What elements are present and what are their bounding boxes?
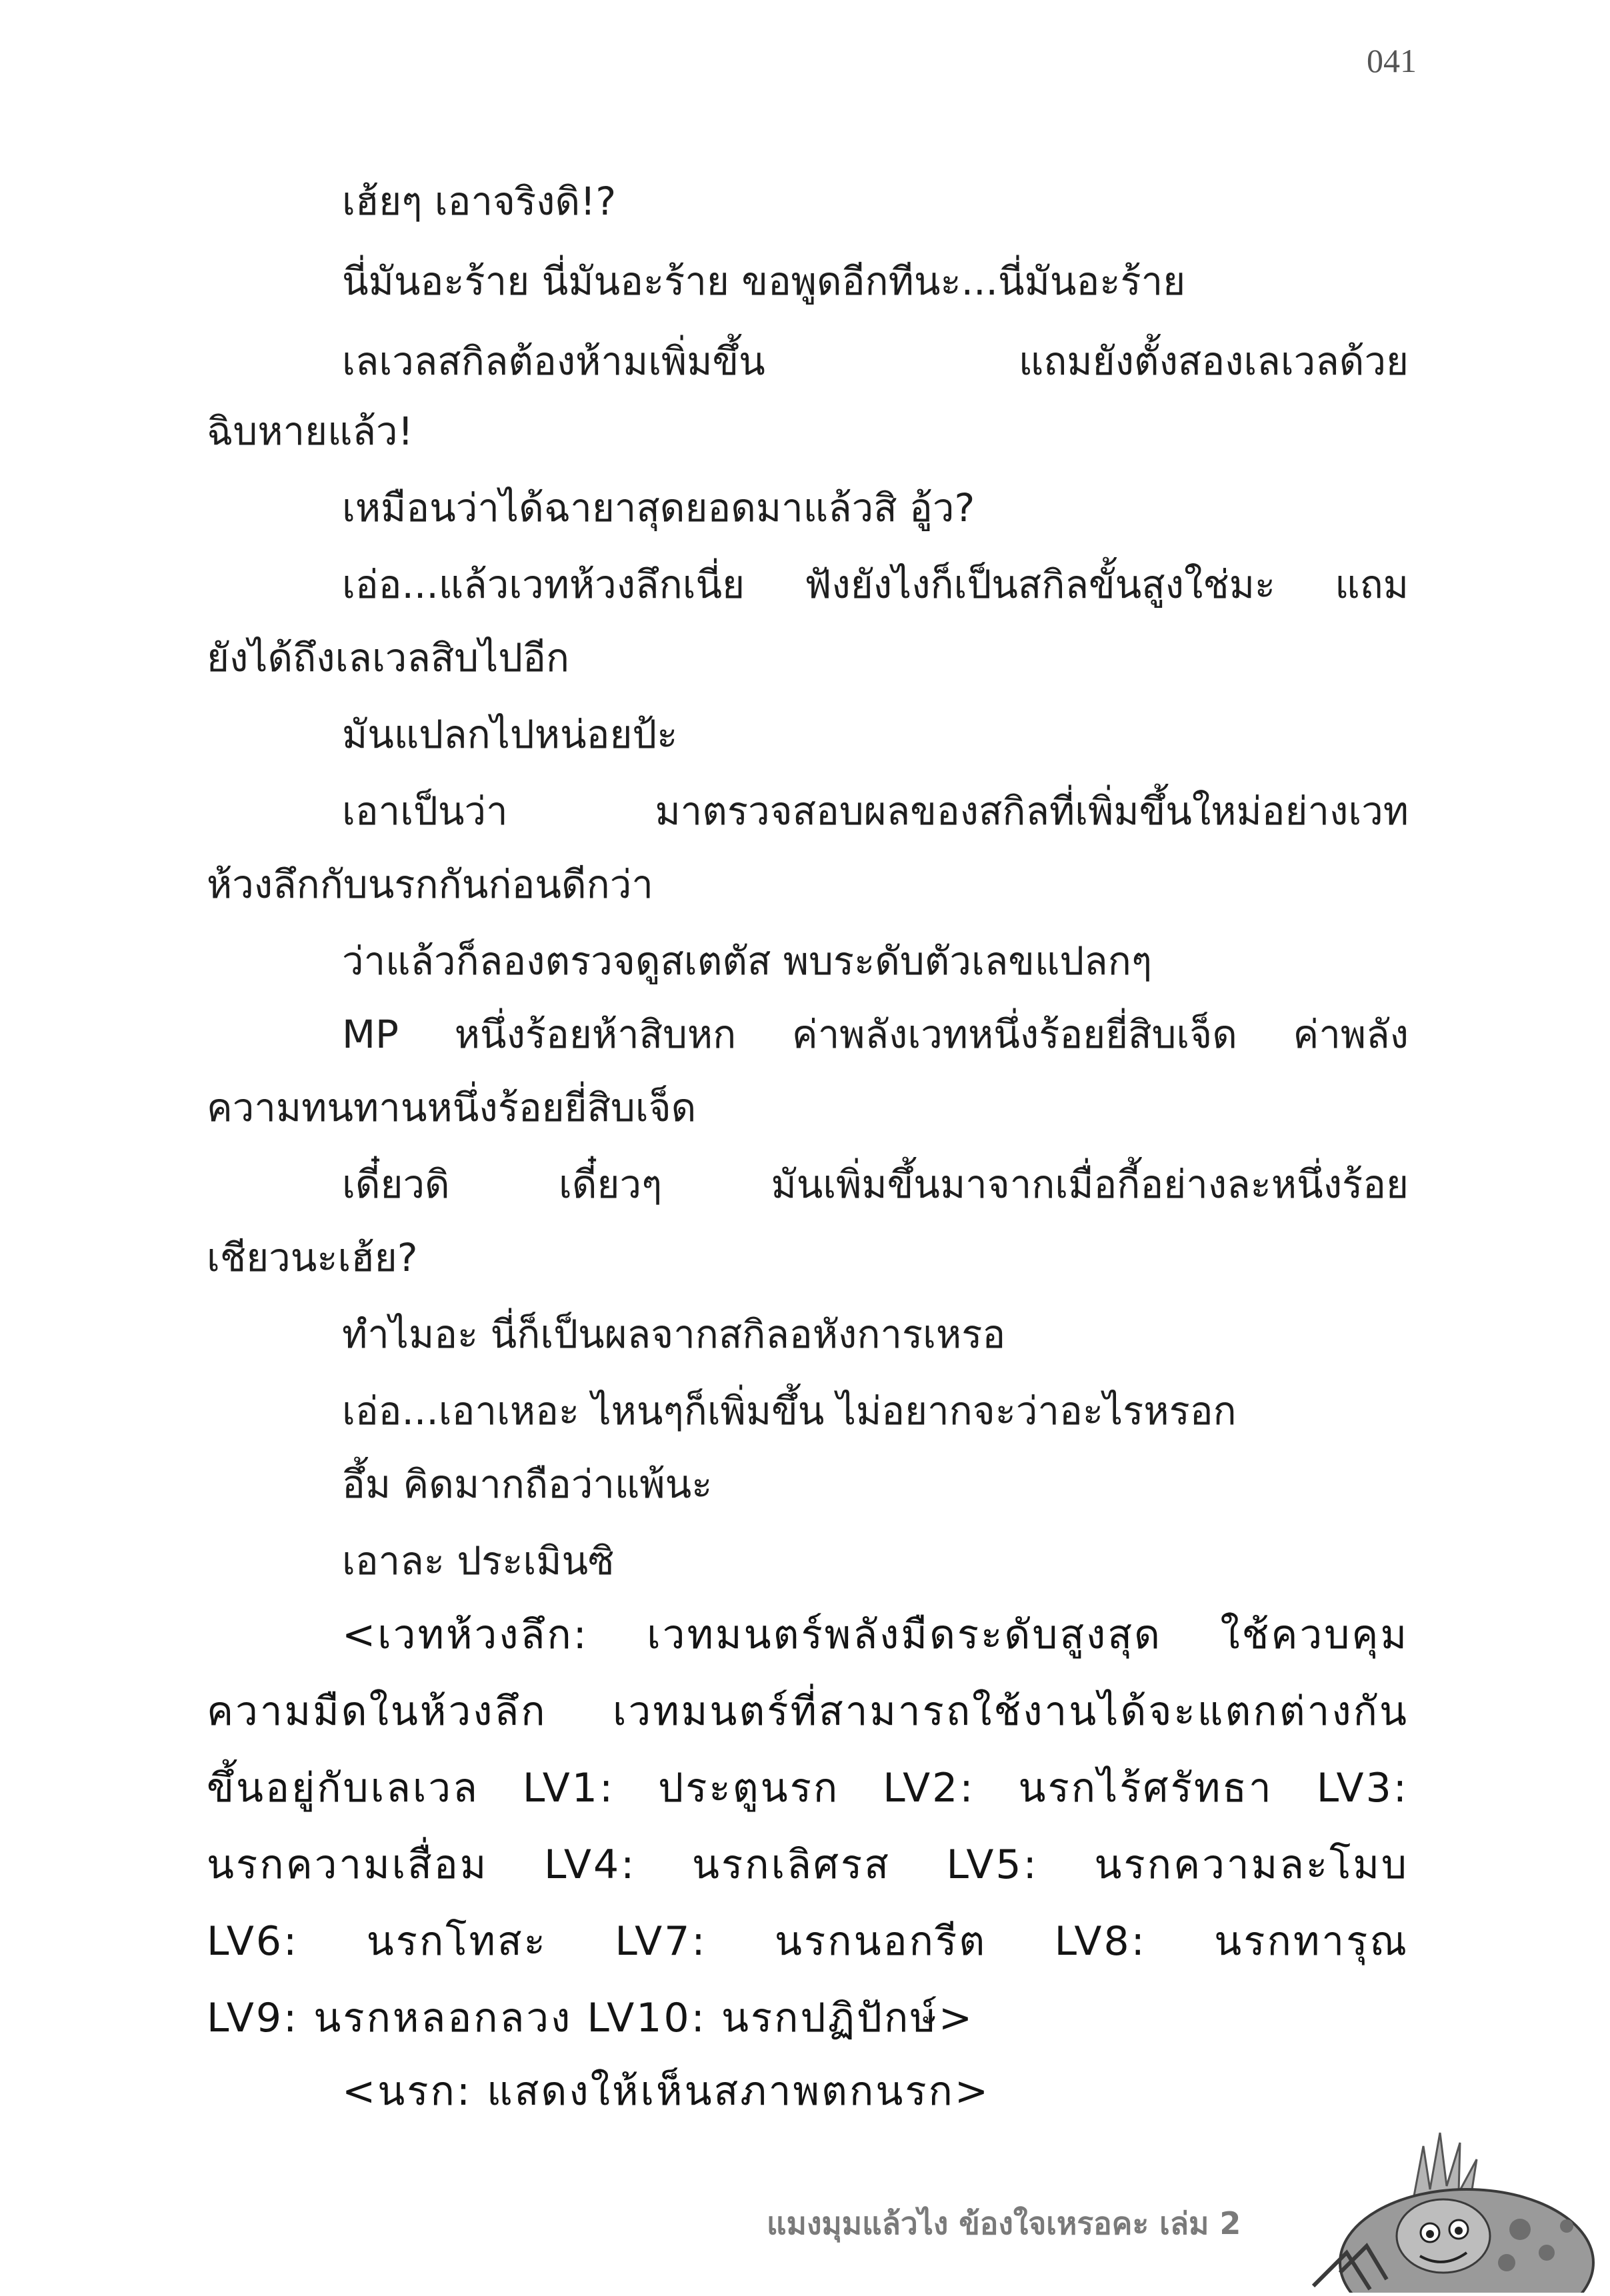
system-message-line: ขึ้นอยู่กับเลเวล LV1: ประตูนรก LV2: นรกไร้ศรัทธา LV3: — [207, 1765, 1409, 1811]
text-line: เอาเป็นว่า มาตรวจสอบผลของสกิลที่เพิ่มขึ้นใหม่อย่างเวท — [342, 788, 1409, 834]
text-line: มันแปลกไปหน่อยป้ะ — [342, 712, 678, 757]
text-line: เชียวนะเฮ้ย? — [207, 1235, 418, 1280]
text-line: MP หนึ่งร้อยห้าสิบหก ค่าพลังเวทหนึ่งร้อยยี่สิบเจ็ด ค่าพลัง — [342, 1012, 1409, 1057]
text-line: ว่าแล้วก็ลองตรวจดูสเตตัส พบระดับตัวเลขแปลกๆ — [342, 938, 1152, 984]
text-line: เดี๋ยวดิ เดี๋ยวๆ มันเพิ่มขึ้นมาจากเมื่อกี้อย่างละหนึ่งร้อย — [342, 1162, 1409, 1207]
text-line: ห้วงลึกกับนรกกันก่อนดีกว่า — [207, 862, 653, 907]
system-message-line: <เวทห้วงลึก: เวทมนตร์พลังมืดระดับสูงสุด ใช้ควบคุม — [342, 1612, 1409, 1658]
text-line: ฉิบหายแล้ว! — [207, 409, 413, 454]
footer-book-title: แมงมุมแล้วไง ข้องใจเหรอคะ เล่ม 2 — [767, 2205, 1241, 2241]
system-message-line: นรกความเสื่อม LV4: นรกเลิศรส LV5: นรกความละโมบ — [207, 1841, 1409, 1888]
text-line: เอ่อ...เอาเหอะ ไหนๆก็เพิ่มขึ้น ไม่อยากจะว่าอะไรหรอก — [342, 1388, 1237, 1434]
text-line: เฮ้ยๆ เอาจริงดิ!? — [342, 179, 617, 224]
text-line: เลเวลสกิลต้องห้ามเพิ่มขึ้น แถมยังตั้งสองเลเวลด้วย — [342, 339, 1409, 384]
text-line: อึ้ม คิดมากถือว่าแพ้นะ — [342, 1462, 713, 1507]
text-line: เอาละ ประเมินซิ — [342, 1538, 615, 1584]
system-message-line: ความมืดในห้วงลึก เวทมนตร์ที่สามารถใช้งานได้จะแตกต่างกัน — [207, 1688, 1409, 1735]
text-line: เอ่อ...แล้วเวทห้วงลึกเนี่ย ฟังยังไงก็เป็นสกิลขั้นสูงใช่มะ แถม — [342, 562, 1409, 607]
text-line: ความทนทานหนึ่งร้อยยี่สิบเจ็ด — [207, 1085, 697, 1130]
text-line: ทำไมอะ นี่ก็เป็นผลจากสกิลอหังการเหรอ — [342, 1312, 1006, 1357]
spider-mascot-icon — [1300, 2119, 1607, 2296]
system-message-line: LV9: นรกหลอกลวง LV10: นรกปฏิปักษ์> — [207, 1995, 975, 2041]
text-line: นี่มันอะร้าย นี่มันอะร้าย ขอพูดอีกทีนะ...นี่มันอะร้าย — [342, 259, 1186, 304]
text-line: ยังได้ถึงเลเวลสิบไปอีก — [207, 635, 570, 680]
system-message-line: <นรก: แสดงให้เห็นสภาพตกนรก> — [342, 2068, 991, 2115]
text-line: เหมือนว่าได้ฉายาสุดยอดมาแล้วสิ อู้ว? — [342, 485, 975, 531]
system-message-line: LV6: นรกโทสะ LV7: นรกนอกรีต LV8: นรกทารุณ — [207, 1918, 1409, 1965]
page-number: 041 — [1367, 42, 1417, 79]
